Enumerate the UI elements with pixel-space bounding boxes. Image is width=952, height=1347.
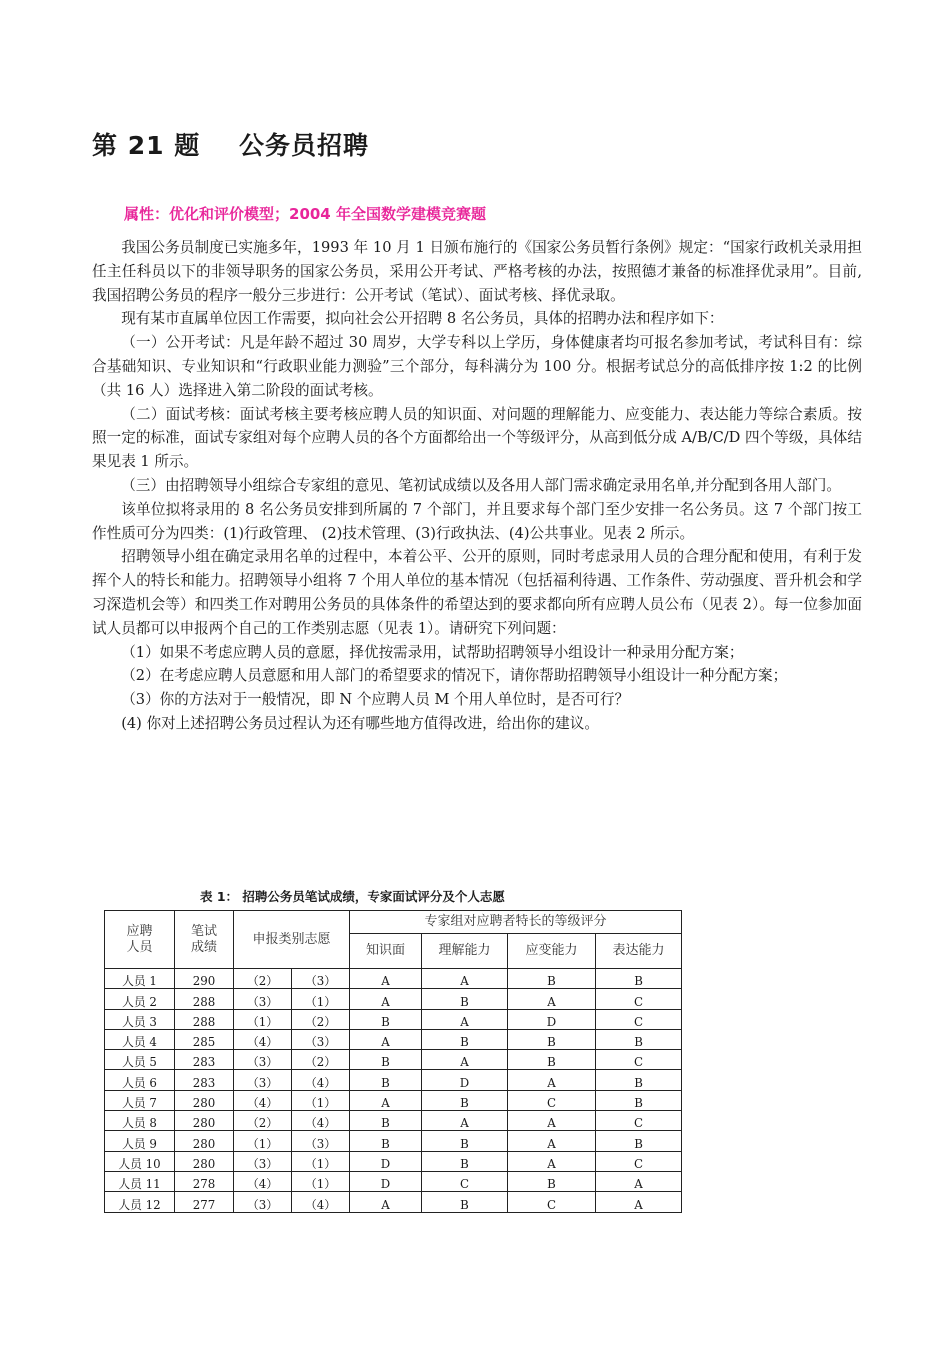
preference-1-cell: （2） [234, 969, 292, 989]
table-row [105, 1050, 682, 1070]
table-row [105, 1009, 682, 1029]
header-score: 笔试成绩 [175, 911, 234, 969]
grade-understanding-cell: B [422, 989, 508, 1009]
grade-adaptability-cell: A [508, 1151, 596, 1171]
grade-adaptability-cell: D [508, 1009, 596, 1029]
applicant-name-cell: 人员 1 [105, 969, 175, 989]
preference-1-cell: （3） [234, 1070, 292, 1090]
written-score-cell: 280 [175, 1111, 234, 1131]
grade-expression-cell: B [596, 1029, 682, 1049]
grade-expression-cell: A [596, 1171, 682, 1191]
grade-knowledge-cell: B [350, 1050, 422, 1070]
table-body [105, 969, 682, 1213]
applicant-name-cell: 人员 4 [105, 1029, 175, 1049]
written-score-cell: 288 [175, 989, 234, 1009]
table-row [105, 1171, 682, 1191]
applicant-name-cell: 人员 7 [105, 1090, 175, 1110]
preference-2-cell: （3） [292, 969, 350, 989]
applicant-name-cell: 人员 8 [105, 1111, 175, 1131]
question-4: (4) 你对上述招聘公务员过程认为还有哪些地方值得改进，给出你的建议。 [121, 714, 599, 732]
preference-2-cell: （3） [292, 1029, 350, 1049]
preference-2-cell: （1） [292, 989, 350, 1009]
grade-adaptability-cell: B [508, 1171, 596, 1191]
grade-understanding-cell: B [422, 1192, 508, 1212]
question-3: （3）你的方法对于一般情况，即 N 个应聘人员 M 个用人单位时，是否可行？ [121, 691, 630, 709]
grade-expression-cell: C [596, 1111, 682, 1131]
grade-understanding-cell: A [422, 1111, 508, 1131]
written-score-cell: 280 [175, 1090, 234, 1110]
header-expert-group: 专家组对应聘者特长的等级评分 [350, 911, 682, 934]
grade-expression-cell: B [596, 969, 682, 989]
applicant-name-cell: 人员 6 [105, 1070, 175, 1090]
written-score-cell: 290 [175, 969, 234, 989]
grade-adaptability-cell: A [508, 1111, 596, 1131]
applicant-name-cell: 人员 3 [105, 1009, 175, 1029]
preference-1-cell: （3） [234, 1050, 292, 1070]
grade-knowledge-cell: B [350, 1009, 422, 1029]
grade-understanding-cell: B [422, 1131, 508, 1151]
grade-knowledge-cell: A [350, 1192, 422, 1212]
preference-2-cell: （1） [292, 1151, 350, 1171]
grade-understanding-cell: B [422, 1029, 508, 1049]
header-adaptability: 应变能力 [508, 934, 596, 969]
grade-adaptability-cell: C [508, 1192, 596, 1212]
written-score-cell: 283 [175, 1050, 234, 1070]
grade-understanding-cell: A [422, 969, 508, 989]
preference-2-cell: （1） [292, 1171, 350, 1191]
table-caption: 表 1： 招聘公务员笔试成绩，专家面试评分及个人志愿 [200, 889, 505, 904]
header-applicant: 应聘人员 [105, 911, 175, 969]
grade-adaptability-cell: B [508, 1029, 596, 1049]
written-score-cell: 280 [175, 1151, 234, 1171]
grade-expression-cell: A [596, 1192, 682, 1212]
grade-adaptability-cell: B [508, 969, 596, 989]
grade-knowledge-cell: A [350, 989, 422, 1009]
preference-2-cell: （4） [292, 1111, 350, 1131]
table-row [105, 1151, 682, 1171]
page-title: 第 21 题 公务员招聘 [92, 131, 370, 160]
grade-understanding-cell: A [422, 1050, 508, 1070]
paragraph-intro: 我国公务员制度已实施多年，1993 年 10 月 1 日颁布施行的《国家公务员暂行条例》规定：“国家行政机关录用担任主任科员以下的非领导职务的国家公务员，采用公开考试、严格考核的办法，按照德才兼备的标准择优录用”。目前, 我国招聘公务员的程序一般分三步进行：公开考试（笔试）、面试考核、择优录取。 [92, 239, 862, 304]
table-row [105, 1070, 682, 1090]
applicant-name-cell: 人员 10 [105, 1151, 175, 1171]
preference-2-cell: （4） [292, 1192, 350, 1212]
applicant-score-table [104, 910, 682, 1213]
table-row [105, 1111, 682, 1131]
grade-adaptability-cell: C [508, 1090, 596, 1110]
paragraph-departments: 该单位拟将录用的 8 名公务员安排到所属的 7 个部门，并且要求每个部门至少安排一名公务员。这 7 个部门按工作性质可分为四类：(1)行政管理、 (2)技术管理、(3)行政执法、(4)公共事业。见表 2 所示。 [92, 500, 862, 542]
grade-adaptability-cell: A [508, 989, 596, 1009]
written-score-cell: 280 [175, 1131, 234, 1151]
applicant-name-cell: 人员 9 [105, 1131, 175, 1151]
header-knowledge: 知识面 [350, 934, 422, 969]
grade-understanding-cell: D [422, 1070, 508, 1090]
grade-expression-cell: B [596, 1070, 682, 1090]
grade-adaptability-cell: A [508, 1070, 596, 1090]
preference-1-cell: （4） [234, 1029, 292, 1049]
written-score-cell: 285 [175, 1029, 234, 1049]
paragraph-step-1: （一）公开考试：凡是年龄不超过 30 周岁，大学专科以上学历，身体健康者均可报名参加考试，考试科目有：综合基础知识、专业知识和“行政职业能力测验”三个部分，每科满分为 100 分。根据考试总分的高低排序按 1:2 的比例（共 16 人）选择进入第二阶段的面试考核。 [92, 334, 862, 399]
grade-knowledge-cell: A [350, 969, 422, 989]
question-1: （1）如果不考虑应聘人员的意愿，择优按需录用，试帮助招聘领导小组设计一种录用分配方案； [121, 643, 744, 661]
header-expression: 表达能力 [596, 934, 682, 969]
grade-understanding-cell: A [422, 1009, 508, 1029]
written-score-cell: 277 [175, 1192, 234, 1212]
grade-adaptability-cell: A [508, 1131, 596, 1151]
grade-knowledge-cell: A [350, 1029, 422, 1049]
preference-2-cell: （2） [292, 1050, 350, 1070]
preference-1-cell: （4） [234, 1090, 292, 1110]
written-score-cell: 283 [175, 1070, 234, 1090]
grade-expression-cell: C [596, 989, 682, 1009]
applicant-name-cell: 人员 2 [105, 989, 175, 1009]
grade-knowledge-cell: B [350, 1131, 422, 1151]
grade-knowledge-cell: D [350, 1171, 422, 1191]
grade-expression-cell: B [596, 1131, 682, 1151]
preference-1-cell: （4） [234, 1171, 292, 1191]
preference-2-cell: （4） [292, 1070, 350, 1090]
applicant-name-cell: 人员 12 [105, 1192, 175, 1212]
attribute-line: 属性：优化和评价模型；2004 年全国数学建模竞赛题 [124, 205, 486, 223]
preference-1-cell: （1） [234, 1009, 292, 1029]
applicant-name-cell: 人员 11 [105, 1171, 175, 1191]
grade-understanding-cell: B [422, 1151, 508, 1171]
grade-knowledge-cell: B [350, 1111, 422, 1131]
grade-knowledge-cell: D [350, 1151, 422, 1171]
written-score-cell: 278 [175, 1171, 234, 1191]
grade-expression-cell: C [596, 1009, 682, 1029]
preference-1-cell: （2） [234, 1111, 292, 1131]
preference-2-cell: （3） [292, 1131, 350, 1151]
grade-expression-cell: C [596, 1151, 682, 1171]
preference-1-cell: （3） [234, 1192, 292, 1212]
preference-1-cell: （1） [234, 1131, 292, 1151]
grade-understanding-cell: C [422, 1171, 508, 1191]
preference-2-cell: （2） [292, 1009, 350, 1029]
grade-knowledge-cell: B [350, 1070, 422, 1090]
grade-knowledge-cell: A [350, 1090, 422, 1110]
paragraph-step-3: （三）由招聘领导小组综合专家组的意见、笔初试成绩以及各用人部门需求确定录用名单,并分配到各用人部门。 [121, 476, 841, 494]
grade-understanding-cell: B [422, 1090, 508, 1110]
table-row [105, 1090, 682, 1110]
grade-expression-cell: B [596, 1090, 682, 1110]
paragraph-step-2: （二）面试考核：面试考核主要考核应聘人员的知识面、对问题的理解能力、应变能力、表达能力等综合素质。按照一定的标准，面试专家组对每个应聘人员的各个方面都给出一个等级评分，从高到低分成 A/B/C/D 四个等级，具体结果见表 1 所示。 [92, 405, 862, 471]
table-row [105, 969, 682, 989]
preference-1-cell: （3） [234, 989, 292, 1009]
applicant-name-cell: 人员 5 [105, 1050, 175, 1070]
preference-1-cell: （3） [234, 1151, 292, 1171]
table-row [105, 1131, 682, 1151]
problem-statement [92, 236, 862, 736]
table-row [105, 1192, 682, 1212]
question-2: （2）在考虑应聘人员意愿和用人部门的希望要求的情况下，请你帮助招聘领导小组设计一种分配方案； [121, 667, 788, 685]
table-row [105, 989, 682, 1009]
grade-expression-cell: C [596, 1050, 682, 1070]
grade-adaptability-cell: B [508, 1050, 596, 1070]
paragraph-principles: 招聘领导小组在确定录用名单的过程中，本着公平、公开的原则，同时考虑录用人员的合理分配和使用，有利于发挥个人的特长和能力。招聘领导小组将 7 个用人单位的基本情况（包括福利待遇、工作条件、劳动强度、晋升机会和学习深造机会等）和四类工作对聘用公务员的具体条件的希望达到的要求都向所有应聘人员公布（见表 2）。每一位参加面试人员都可以申报两个自己的工作类别志愿（见表 1）。请研究下列问题： [92, 548, 862, 637]
written-score-cell: 288 [175, 1009, 234, 1029]
table-row [105, 1029, 682, 1049]
paragraph-recruitment: 现有某市直属单位因工作需要，拟向社会公开招聘 8 名公务员，具体的招聘办法和程序如下： [121, 310, 724, 328]
header-preferences: 申报类别志愿 [234, 911, 350, 969]
preference-2-cell: （1） [292, 1090, 350, 1110]
header-understanding: 理解能力 [422, 934, 508, 969]
